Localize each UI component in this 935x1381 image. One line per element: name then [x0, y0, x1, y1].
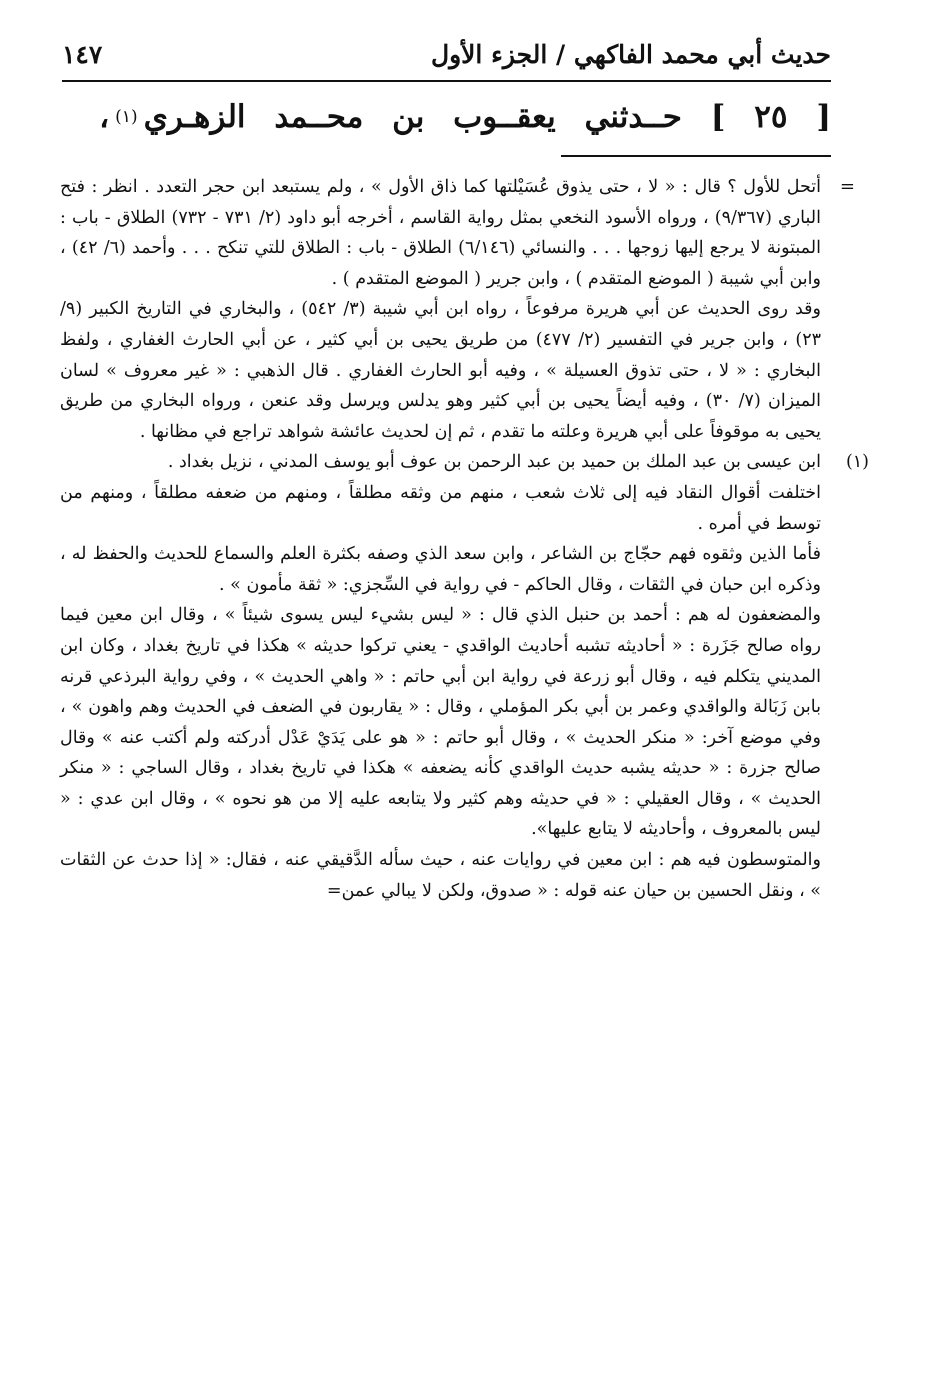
footnote-paragraph: ابن عيسى بن عبد الملك بن حميد بن عبد الرحمن بن عوف أبو يوسف المدني ، نزيل بغداد . — [167, 452, 821, 473]
hadith-footnote-ref: (١) — [115, 107, 138, 127]
footnote-1 — [60, 447, 869, 906]
footnote-separator — [561, 155, 831, 157]
footnote-number: (١) — [845, 452, 869, 473]
footnote-paragraph: فأما الذين وثقوه فهم حجّاج بن الشاعر ، وابن سعد الذي وصفه بكثرة العلم والسماع للحديث والحفظ له ، وذكره ابن حبان في الثقات ، وقال الحاكم - في رواية في السِّجزي: « ثقة مأمون » . — [60, 544, 821, 595]
footnote-paragraph: والمضعفون له هم : أحمد بن حنبل الذي قال : « ليس بشيء ليس يسوى شيئاً » ، وقال ابن معين فيما رواه صالح جَزَرة : « أحاديثه تشبه أحاديث الواقدي - يعني تركوا حديثه » هكذا في تاريخ بغداد ، وكان ابن المديني يتكلم فيه ، وقال أبو زرعة في رواية ابن أبي حاتم : « واهي الحديث » ، وفي رواية البرذعي قرنه بابن زَبَالة والواقدي وعمر بن أبي بكر المؤملي ، وقال : « يقاربون في الضعف في الحديث وهم واهون » ، وفي موضع آخر: « منكر الحديث » ، وقال أبو حاتم : « هو على يَدَيْ عَدْل أدركته ولم أكتب عنه » وقال صالح جزرة : « حديثه يشبه حديث الواقدي كأنه يضعفه » هكذا في تاريخ بغداد ، وقال الساجي : « منكر الحديث » ، وقال العقيلي : « في حديثه وهم كثير ولا يتابعه عليه إلا من هو نحوه » ، وقال ابن عدي : « ليس بالمعروف ، وأحاديثه لا يتابع عليها». — [60, 605, 821, 840]
footnotes — [60, 172, 869, 906]
hadith-heading-comma: ، — [99, 99, 110, 135]
footnote-paragraph: أتحل للأول ؟ قال : « لا ، حتى يذوق عُسَيْلتها كما ذاق الأول » ، ولم يستبعد ابن حجر التعدد . انظر : فتح الباري (٩/٣٦٧) ، ورواه الأسود النخعي بمثل رواية القاسم ، أخرجه أبو داود (٢/ ٧٣١ - ٧٣٢) الطلاق - باب : المبتونة لا يرجع إليها زوجها . . . والنسائي (٦/١٤٦) الطلاق - باب : الطلاق للتي تنكح . . . وأحمد (٦/ ٤٢) ، وابن أبي شيبة ( الموضع المتقدم ) ، وابن جرير ( الموضع المتقدم ) . — [60, 177, 821, 289]
continuation-marker: = — [839, 176, 855, 197]
footnote-paragraph: والمتوسطون فيه هم : ابن معين في روايات عنه ، حيث سأله الدَّقيقي عنه ، فقال: « إذا حدث عن الثقات » ، ونقل الحسين بن حيان عنه قوله : « صدوق، ولكن لا يبالي عمن= — [60, 850, 821, 901]
footnote-paragraph: اختلفت أقوال النقاد فيه إلى ثلاث شعب ، منهم من وثقه مطلقاً ، ومنهم من ضعفه مطلقاً ، ومنهم من توسط في أمره . — [60, 482, 821, 534]
footnote-continuation — [60, 172, 855, 447]
running-header — [62, 34, 831, 74]
running-title: حديث أبي محمد الفاكهي / الجزء الأول — [430, 39, 831, 69]
header-rule — [62, 80, 831, 82]
hadith-heading-text: [ ٢٥ ] حــدثني يعقــوب بن محــمد الزهـري — [143, 99, 831, 135]
page-number: ١٤٧ — [62, 39, 103, 69]
footnote-paragraph: وقد روى الحديث عن أبي هريرة مرفوعاً ، رواه ابن أبي شيبة (٣/ ٥٤٢) ، والبخاري في التاريخ الكبير (٩/ ٢٣) ، وابن جرير في التفسير (٢/ ٤٧٧) من طريق يحيى بن أبي كثير ، عن أبي الحارث الغفاري ، ولفظ البخاري : « لا ، حتى تذوق العسيلة » ، وفيه أبو الحارث الغفاري . قال الذهبي : « غير معروف » لسان الميزان (٧/ ٣٠) ، وفيه أيضاً يحيى بن أبي كثير وهو يدلس ويرسل وقد عنعن ، ورواه البخاري من طريق يحيى به موقوفاً على أبي هريرة وعلته ما تقدم ، ثم إن لحديث عائشة شواهد تراجع في مظانها . — [60, 299, 822, 442]
hadith-heading — [62, 92, 831, 142]
